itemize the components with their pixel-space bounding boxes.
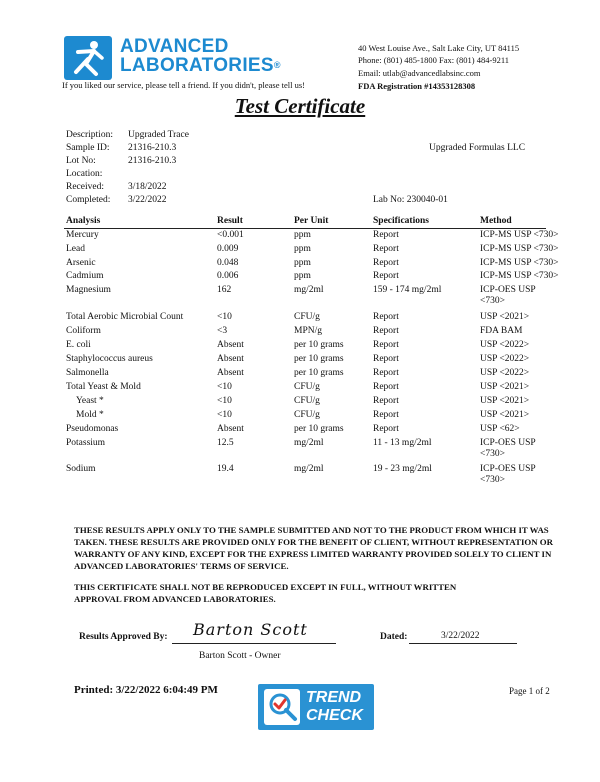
table-cell-analysis: Salmonella — [66, 368, 109, 378]
table-cell-per-unit: mg/2ml — [294, 464, 324, 474]
sample-id-value: 21316-210.3 — [128, 143, 177, 153]
page-number: Page 1 of 2 — [509, 686, 550, 696]
table-cell-specification: Report — [373, 424, 399, 434]
column-header-per-unit: Per Unit — [294, 216, 329, 226]
lot-label: Lot No: — [66, 156, 96, 166]
table-cell-analysis: E. coli — [66, 340, 91, 350]
table-cell-method: USP <2021> — [480, 382, 530, 392]
table-cell-result: Absent — [217, 340, 244, 350]
table-cell-method: USP <2021> — [480, 396, 530, 406]
table-cell-analysis: Sodium — [66, 464, 96, 474]
table-cell-specification: 19 - 23 mg/2ml — [373, 464, 432, 474]
received-value: 3/18/2022 — [128, 182, 167, 192]
table-cell-result: <10 — [217, 382, 232, 392]
table-cell-specification: Report — [373, 340, 399, 350]
table-cell-specification: Report — [373, 258, 399, 268]
approval-date: 3/22/2022 — [441, 631, 480, 641]
table-cell-specification: 159 - 174 mg/2ml — [373, 285, 442, 295]
runner-icon — [64, 36, 112, 80]
column-header-specifications: Specifications — [373, 216, 429, 226]
table-cell-analysis: Mold * — [76, 410, 104, 420]
signature-line — [172, 643, 336, 644]
table-cell-analysis: Coliform — [66, 326, 101, 336]
table-cell-specification: Report — [373, 396, 399, 406]
table-cell-per-unit: ppm — [294, 244, 311, 254]
table-cell-result: <10 — [217, 312, 232, 322]
table-cell-specification: Report — [373, 382, 399, 392]
table-cell-per-unit: per 10 grams — [294, 354, 344, 364]
registered-mark: ® — [273, 60, 281, 70]
table-cell-specification: Report — [373, 368, 399, 378]
table-cell-specification: Report — [373, 326, 399, 336]
tagline: If you liked our service, please tell a friend. If you didn't, please tell us! — [62, 80, 305, 90]
table-cell-method: USP <2022> — [480, 368, 530, 378]
table-cell-result: <10 — [217, 410, 232, 420]
table-cell-per-unit: per 10 grams — [294, 368, 344, 378]
table-cell-analysis: Potassium — [66, 438, 106, 448]
table-cell-method: ICP-MS USP <730> — [480, 230, 559, 240]
table-cell-method: USP <2021> — [480, 410, 530, 420]
magnifier-check-icon — [264, 689, 300, 725]
description-value: Upgraded Trace — [128, 130, 189, 140]
table-cell-result: <3 — [217, 326, 228, 336]
badge-line-2: CHECK — [306, 707, 363, 724]
description-label: Description: — [66, 130, 113, 140]
column-header-method: Method — [480, 216, 512, 226]
signature: Barton Scott — [193, 620, 308, 639]
table-cell-method: USP <2022> — [480, 354, 530, 364]
table-cell-analysis: Total Yeast & Mold — [66, 382, 141, 392]
received-label: Received: — [66, 182, 104, 192]
table-cell-analysis: Lead — [66, 244, 85, 254]
table-cell-result: Absent — [217, 368, 244, 378]
table-cell-per-unit: CFU/g — [294, 312, 320, 322]
fda-registration: FDA Registration #14353128308 — [358, 81, 476, 91]
table-cell-per-unit: ppm — [294, 258, 311, 268]
table-cell-result: 162 — [217, 285, 232, 295]
table-cell-per-unit: mg/2ml — [294, 285, 324, 295]
table-cell-per-unit: CFU/g — [294, 410, 320, 420]
table-cell-result: 0.009 — [217, 244, 239, 254]
table-cell-method: ICP-MS USP <730> — [480, 258, 559, 268]
table-cell-per-unit: ppm — [294, 271, 311, 281]
lab-email: Email: utlab@advancedlabsinc.com — [358, 68, 481, 78]
page-title: Test Certificate — [234, 94, 366, 118]
table-cell-method: ICP-OES USP <730> — [480, 285, 536, 306]
table-cell-analysis: Mercury — [66, 230, 99, 240]
table-cell-per-unit: per 10 grams — [294, 424, 344, 434]
table-cell-result: 0.048 — [217, 258, 239, 268]
table-cell-method: USP <2022> — [480, 340, 530, 350]
table-cell-per-unit: MPN/g — [294, 326, 322, 336]
table-cell-per-unit: CFU/g — [294, 396, 320, 406]
printed-timestamp: Printed: 3/22/2022 6:04:49 PM — [74, 684, 218, 696]
table-cell-specification: Report — [373, 354, 399, 364]
table-cell-method: FDA BAM — [480, 326, 523, 336]
completed-label: Completed: — [66, 195, 111, 205]
table-cell-result: 19.4 — [217, 464, 234, 474]
lot-value: 21316-210.3 — [128, 156, 177, 166]
logo-line-1: ADVANCED — [120, 36, 229, 57]
lab-address: 40 West Louise Ave., Salt Lake City, UT 84115 — [358, 43, 520, 53]
table-cell-per-unit: mg/2ml — [294, 438, 324, 448]
table-cell-analysis: Yeast * — [76, 396, 104, 406]
location-label: Location: — [66, 169, 103, 179]
table-cell-result: 12.5 — [217, 438, 234, 448]
badge-line-1: TREND — [306, 689, 362, 706]
dated-label: Dated: — [380, 632, 408, 642]
table-cell-specification: 11 - 13 mg/2ml — [373, 438, 432, 448]
company-logo-text — [120, 37, 281, 75]
table-cell-result: <0.001 — [217, 230, 244, 240]
table-cell-specification: Report — [373, 230, 399, 240]
table-cell-method: USP <2021> — [480, 312, 530, 322]
date-line — [409, 643, 517, 644]
sample-id-label: Sample ID: — [66, 143, 110, 153]
table-cell-specification: Report — [373, 410, 399, 420]
completed-value: 3/22/2022 — [128, 195, 167, 205]
table-cell-per-unit: per 10 grams — [294, 340, 344, 350]
table-cell-analysis: Cadmium — [66, 271, 104, 281]
header-rule — [64, 228, 546, 229]
table-cell-analysis: Arsenic — [66, 258, 96, 268]
table-cell-specification: Report — [373, 244, 399, 254]
client-name: Upgraded Formulas LLC — [429, 143, 526, 153]
table-cell-method: ICP-MS USP <730> — [480, 271, 559, 281]
results-disclaimer: THESE RESULTS APPLY ONLY TO THE SAMPLE SUBMITTED AND NOT TO THE PRODUCT FROM WHICH IT WAS TAKEN. THESE RESULTS ARE PROVIDED ONLY FOR THE BENEFIT OF CLIENT, WITHOUT REPRESENTATION OR WARRANTY OF ANY KIND, EXCEPT FOR THE EXPRESS LIMITED WARRANTY PROVIDED SOLELY TO CLIENT IN ADVANCED LABORATORIES' TERMS OF SERVICE. — [74, 525, 553, 571]
table-cell-analysis: Staphylococcus aureus — [66, 354, 153, 364]
table-cell-analysis: Pseudomonas — [66, 424, 119, 434]
approved-by-label: Results Approved By: — [79, 632, 168, 642]
table-cell-analysis: Total Aerobic Microbial Count — [66, 312, 184, 322]
table-cell-analysis: Magnesium — [66, 285, 111, 295]
column-header-result: Result — [217, 216, 243, 226]
column-header-analysis: Analysis — [66, 216, 101, 226]
table-cell-per-unit: CFU/g — [294, 382, 320, 392]
table-cell-result: Absent — [217, 354, 244, 364]
lab-number: Lab No: 230040-01 — [373, 195, 448, 205]
table-cell-per-unit: ppm — [294, 230, 311, 240]
table-cell-result: Absent — [217, 424, 244, 434]
table-cell-method: ICP-OES USP <730> — [480, 464, 536, 485]
table-cell-result: <10 — [217, 396, 232, 406]
table-cell-specification: Report — [373, 271, 399, 281]
trend-check-badge — [258, 684, 374, 730]
reproduction-disclaimer: THIS CERTIFICATE SHALL NOT BE REPRODUCED EXCEPT IN FULL, WITHOUT WRITTEN APPROVAL FROM ADVANCED LABORATORIES. — [74, 582, 457, 604]
logo-line-2: LABORATORIES — [120, 55, 274, 76]
table-cell-specification: Report — [373, 312, 399, 322]
table-cell-method: ICP-MS USP <730> — [480, 244, 559, 254]
table-cell-method: ICP-OES USP <730> — [480, 438, 536, 459]
table-cell-method: USP <62> — [480, 424, 520, 434]
company-logo-mark — [64, 36, 112, 80]
lab-phone: Phone: (801) 485-1800 Fax: (801) 484-9211 — [358, 55, 510, 65]
table-cell-result: 0.006 — [217, 271, 239, 281]
approver-name: Barton Scott - Owner — [199, 651, 281, 661]
